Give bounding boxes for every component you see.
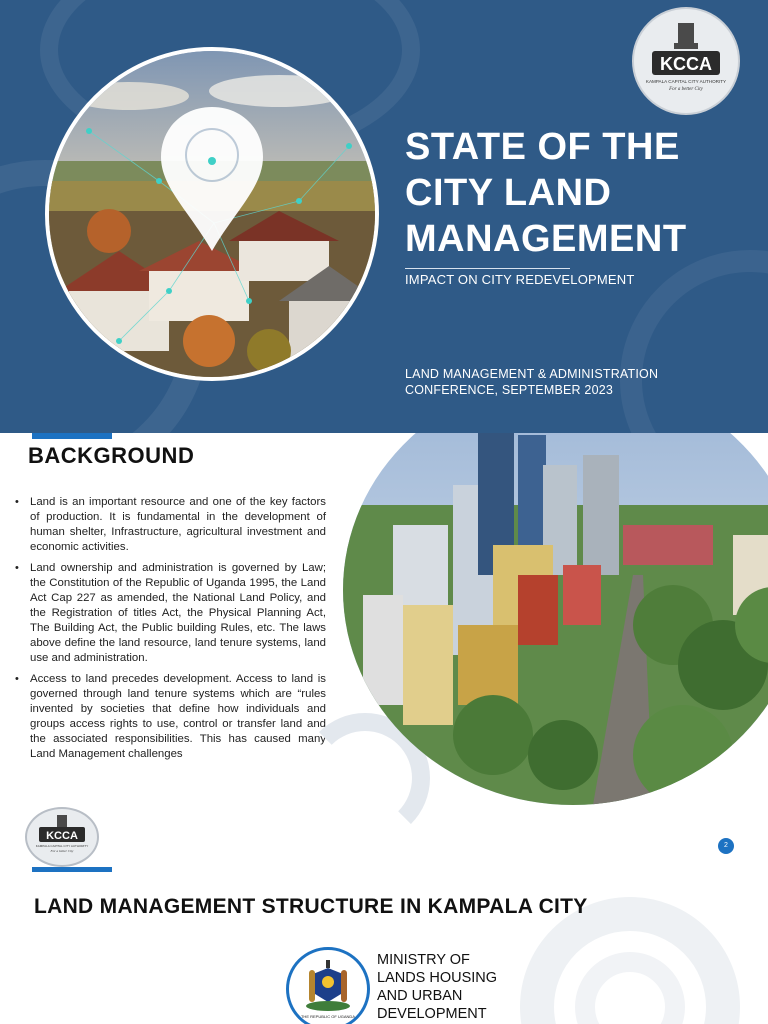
ministry-line: DEVELOPMENT (377, 1006, 487, 1022)
list-item (14, 561, 326, 666)
list-item (14, 495, 326, 555)
background-slide (0, 433, 768, 867)
bullet-list (14, 495, 326, 768)
logo-tagline: For a better City (50, 849, 74, 853)
emblem-caption: THE REPUBLIC OF UGANDA (300, 1014, 356, 1019)
village-photo (45, 47, 379, 381)
conference-line: LAND MANAGEMENT & ADMINISTRATION (405, 367, 659, 381)
structure-slide (0, 867, 768, 1024)
title-line: STATE OF THE (405, 126, 680, 168)
bullet-icon: • (15, 496, 19, 508)
accent-bar (32, 867, 112, 872)
ministry-line: MINISTRY OF (377, 952, 470, 968)
section-heading: LAND MANAGEMENT STRUCTURE IN KAMPALA CITY (34, 895, 588, 918)
logo-text: KCCA (46, 830, 78, 842)
ministry-line: LANDS HOUSING (377, 970, 498, 986)
uganda-coat-of-arms-icon (286, 947, 370, 1024)
bullet-icon: • (15, 673, 19, 685)
kcca-logo (632, 7, 740, 115)
kcca-logo (25, 807, 99, 867)
bullet-text: Land is an important resource and one of the key factors of production. It is fundamental in the development of human shelter, Infrastructure, agricultural investment and economic activities. (30, 496, 326, 553)
title-slide (0, 0, 768, 433)
title-line: MANAGEMENT (405, 218, 687, 260)
page-number: 2 (718, 838, 734, 854)
logo-fullname: KAMPALA CAPITAL CITY AUTHORITY (645, 79, 727, 84)
section-heading: BACKGROUND (28, 443, 195, 468)
title-line: CITY LAND (405, 172, 612, 214)
logo-text: KCCA (660, 54, 712, 74)
conference-info (405, 366, 658, 398)
title-divider (405, 268, 570, 269)
bullet-text: Land ownership and administration is governed by Law; the Constitution of the Republic of Uganda 1995, the Land Act Cap 227 as amended, the National Land Policy, and the Registration of titles Act, the Physical Planning Act, The Building Act, the Public building Rules, etc. The laws above define the land resource, land tenure systems, land use and administration. (30, 562, 326, 664)
slide-subtitle: IMPACT ON CITY REDEVELOPMENT (405, 272, 635, 287)
slide-title (405, 124, 735, 262)
accent-bar (32, 433, 112, 439)
list-item (14, 672, 326, 762)
logo-tagline: For a better City (669, 87, 703, 92)
bullet-text: Access to land precedes development. Access to land is governed through land tenure systems which are “rules invented by societies that define how individuals and groups access rights to use, control or transfer land and the associated responsibilities. This has caused many Land Management challenges (30, 673, 326, 760)
logo-fullname: KAMPALA CAPITAL CITY AUTHORITY (35, 844, 89, 848)
ministry-line: AND URBAN (377, 988, 463, 1004)
background-arc (620, 250, 768, 433)
conference-line: CONFERENCE, SEPTEMBER 2023 (405, 383, 614, 397)
ministry-name (377, 951, 497, 1023)
city-skyline-photo (343, 433, 768, 805)
bullet-icon: • (15, 562, 19, 574)
